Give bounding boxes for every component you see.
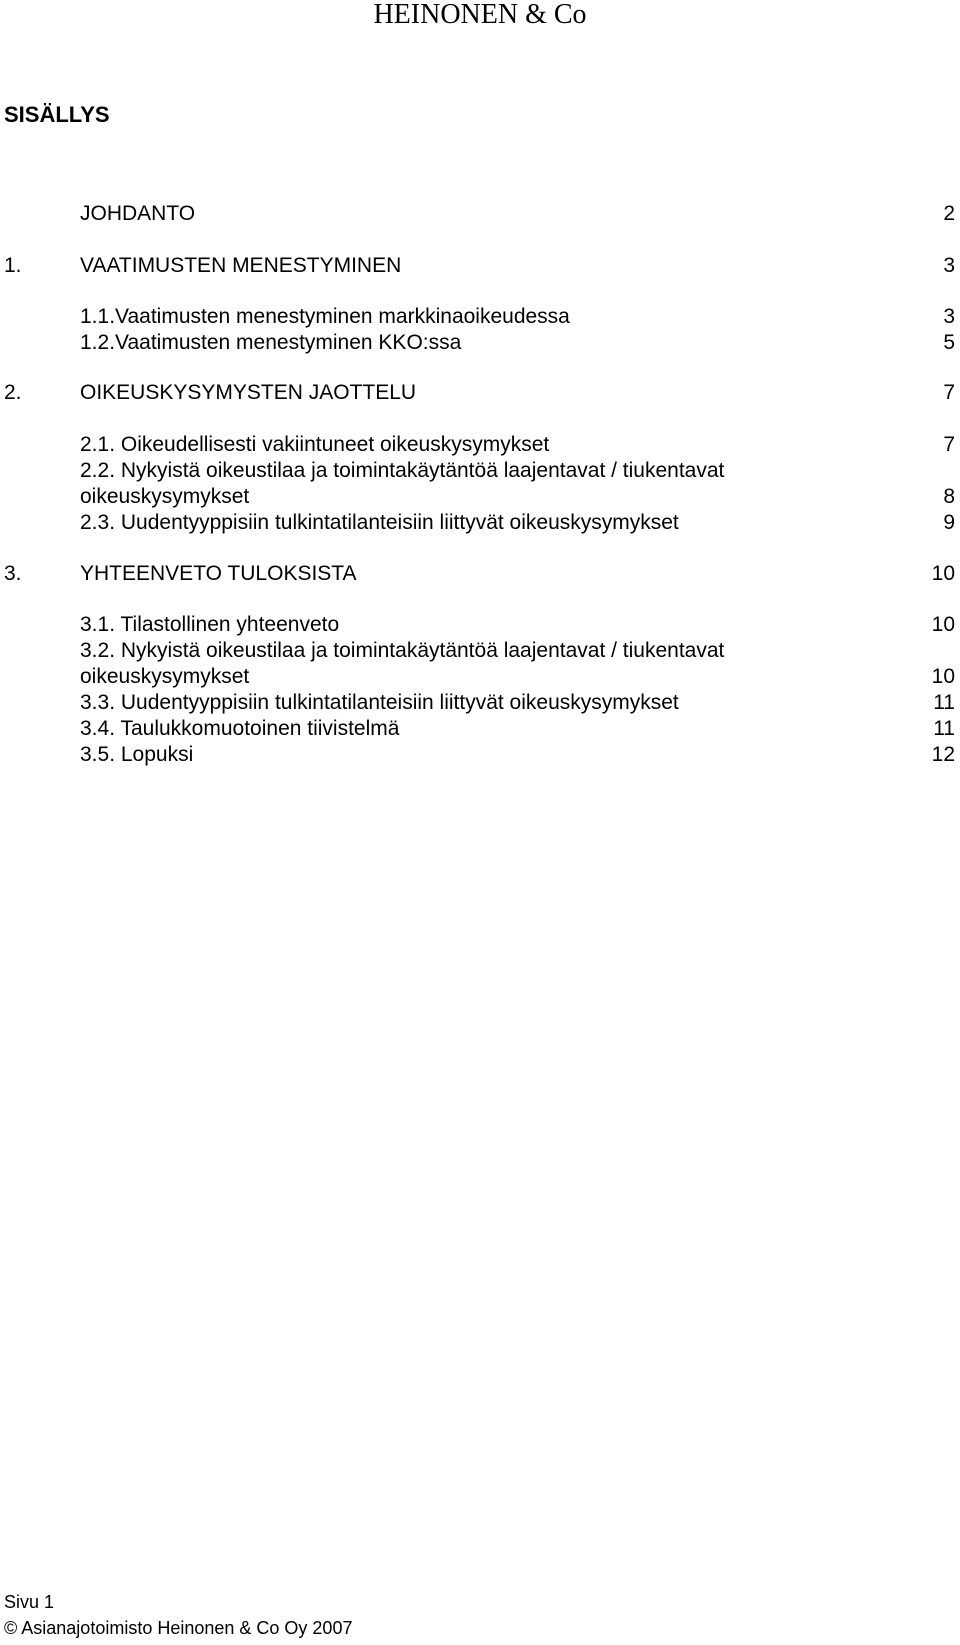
toc-entry-page: 10 [931, 665, 955, 688]
toc-entry-text: 3.2. Nykyistä oikeustilaa ja toimintakäytäntöä laajentavat / tiukentavat [80, 639, 725, 662]
toc-entry-text: JOHDANTO [80, 202, 196, 225]
toc-entry-text: 2.2. Nykyistä oikeustilaa ja toimintakäytäntöä laajentavat / tiukentavat [80, 459, 725, 482]
toc-entry-text: 3.1. Tilastollinen yhteenveto [80, 613, 340, 636]
toc-entry-johdanto[interactable] [0, 200, 960, 228]
toc-entry-page: 11 [933, 691, 955, 714]
toc-entry-2-2[interactable] [0, 457, 960, 485]
toc-entry-section-3[interactable] [0, 560, 960, 588]
toc-entry-text: 2.1. Oikeudellisesti vakiintuneet oikeuskysymykset [80, 433, 550, 456]
toc-entry-page: 12 [931, 743, 955, 766]
toc-entry-3-3[interactable] [0, 689, 960, 717]
toc-entry-page: 5 [943, 331, 955, 354]
toc-entry-text: 1.1.Vaatimusten menestyminen markkinaoikeudessa [80, 305, 570, 328]
toc-entry-page: 2 [943, 202, 955, 225]
toc-entry-text: 3.5. Lopuksi [80, 743, 194, 766]
toc-entry-text: VAATIMUSTEN MENESTYMINEN [80, 254, 402, 277]
toc-entry-page: 9 [943, 511, 955, 534]
toc-entry-page: 7 [943, 381, 955, 404]
toc-entry-text: YHTEENVETO TULOKSISTA [80, 562, 357, 585]
footer-copyright: © Asianajotoimisto Heinonen & Co Oy 2007 [4, 1618, 353, 1638]
toc-entry-number: 1. [4, 254, 22, 277]
toc-entry-number: 3. [4, 562, 22, 585]
toc-entry-page: 11 [933, 717, 955, 740]
document-header: HEINONEN & Co [373, 0, 587, 30]
toc-entry-2-2-continued[interactable] [0, 483, 960, 511]
toc-entry-2-3[interactable] [0, 509, 960, 537]
toc-entry-text: 3.4. Taulukkomuotoinen tiivistelmä [80, 717, 400, 740]
toc-entry-page: 8 [943, 485, 955, 508]
toc-entry-text: 3.3. Uudentyyppisiin tulkintatilanteisiin liittyvät oikeuskysymykset [80, 691, 679, 714]
toc-entry-page: 10 [931, 562, 955, 585]
toc-entry-section-2[interactable] [0, 379, 960, 407]
toc-entry-3-5[interactable] [0, 741, 960, 769]
footer-page-label: Sivu 1 [4, 1592, 55, 1612]
toc-entry-1-1[interactable] [0, 303, 960, 331]
toc-entry-text: 1.2.Vaatimusten menestyminen KKO:ssa [80, 331, 462, 354]
toc-entry-number: 2. [4, 381, 22, 404]
toc-entry-text: OIKEUSKYSYMYSTEN JAOTTELU [80, 381, 417, 404]
toc-entry-3-2-continued[interactable] [0, 663, 960, 691]
toc-entry-text-continued: oikeuskysymykset [80, 665, 250, 688]
toc-entry-page: 3 [943, 305, 955, 328]
toc-entry-3-4[interactable] [0, 715, 960, 743]
toc-entry-page: 3 [943, 254, 955, 277]
toc-entry-page: 7 [943, 433, 955, 456]
toc-title: SISÄLLYS [4, 102, 110, 127]
toc-entry-1-2[interactable] [0, 329, 960, 357]
toc-entry-page: 10 [931, 613, 955, 636]
toc-entry-3-2[interactable] [0, 637, 960, 665]
toc-entry-section-1[interactable] [0, 252, 960, 280]
toc-entry-text-continued: oikeuskysymykset [80, 485, 250, 508]
toc-entry-3-1[interactable] [0, 611, 960, 639]
toc-entry-2-1[interactable] [0, 431, 960, 459]
toc-entry-text: 2.3. Uudentyyppisiin tulkintatilanteisiin liittyvät oikeuskysymykset [80, 511, 679, 534]
